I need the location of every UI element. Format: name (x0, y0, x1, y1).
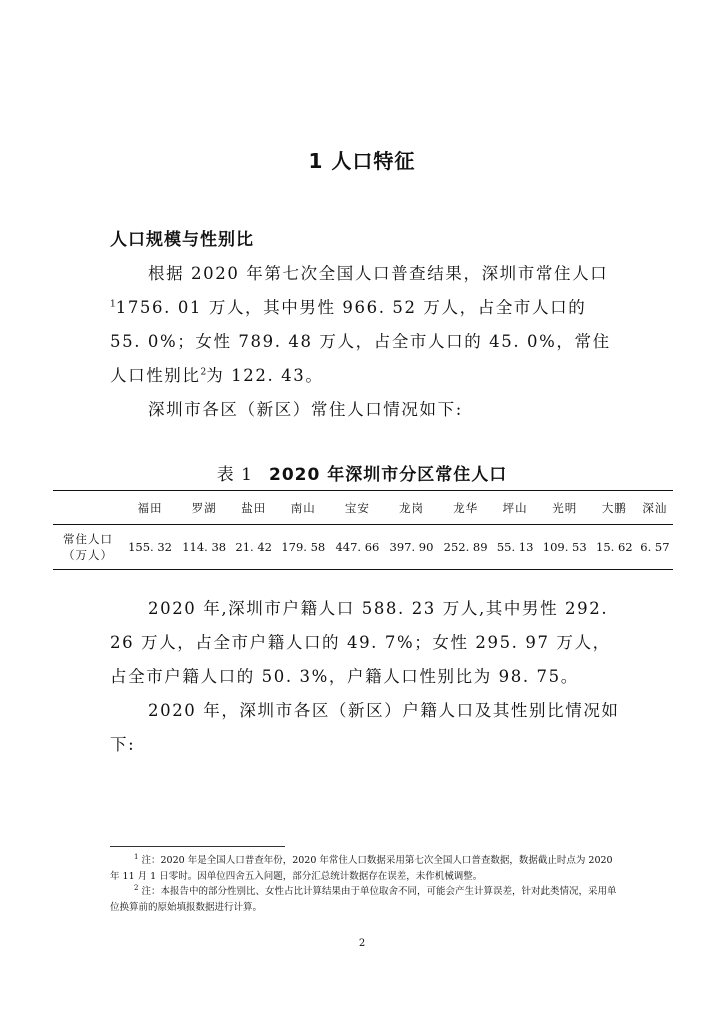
paragraph-registered-intro: 2020 年，深圳市各区（新区）户籍人口及其性别比情况如下: (110, 701, 620, 754)
table-cell: 15. 62 (592, 525, 637, 570)
footnote-mark: 1 (134, 852, 139, 861)
footnote-ref-2: 2 (200, 367, 207, 378)
table-cell: 397. 90 (384, 525, 438, 570)
table-caption-number: 表 1 (216, 465, 253, 485)
table-cell: 55. 13 (493, 525, 538, 570)
row-label-line1: 常住人口 (63, 532, 113, 546)
footnote-text: 注：2020 年是全国人口普查年份，2020 年常住人口数据采用第七次全国人口普查数据，数据截止时点为 2020 年 11 月 1 日零时。因单位四舍五入问题，部分汇总统计数据存在误差，未作机械调整。 (110, 855, 613, 882)
table-header-cell: 龙华 (439, 491, 493, 525)
paragraph-resident-population (110, 257, 620, 393)
paragraph-district-intro: 深圳市各区（新区）常住人口情况如下: (148, 400, 463, 419)
footnote-divider (110, 846, 285, 847)
table-header-cell: 南山 (276, 491, 330, 525)
table-cell: 21. 42 (231, 525, 276, 570)
para1-text-c: 为 122. 43。 (206, 366, 324, 385)
footnote-1 (110, 853, 622, 884)
row-label-line2: （万人） (63, 548, 113, 562)
table-header-cell: 大鹏 (592, 491, 637, 525)
footnote-text: 注：本报告中的部分性别比、女性占比计算结果由于单位取舍不同，可能会产生计算误差，针对此类情况，采用单位换算前的原始填报数据进行计算。 (110, 886, 617, 913)
footnote-ref-1: 1 (110, 299, 116, 310)
table-row-label (53, 525, 123, 570)
table-header-row (53, 491, 673, 525)
table-header-cell (53, 491, 123, 525)
table-cell: 109. 53 (538, 525, 592, 570)
table-header-cell: 盐田 (231, 491, 276, 525)
footnotes (110, 853, 622, 915)
section-heading: 人口规模与性别比 (110, 230, 254, 250)
table-header-cell: 光明 (538, 491, 592, 525)
page-number: 2 (358, 938, 366, 949)
table-cell: 447. 66 (330, 525, 384, 570)
table-cell: 179. 58 (276, 525, 330, 570)
district-population-table (53, 490, 673, 570)
table-cell: 114. 38 (177, 525, 231, 570)
paragraph-registered-population: 2020 年,深圳市户籍人口 588. 23 万人,其中男性 292. 26 万人，占全市户籍人口的 49. 7%；女性 295. 97 万人，占全市户籍人口的 50. 3%，户籍人口性别比为 98. 75。 (110, 599, 611, 686)
table-header-cell: 宝安 (330, 491, 384, 525)
para1-text-a: 根据 2020 年第七次全国人口普查结果，深圳市常住人口 (148, 264, 609, 283)
para1-text-b: 1756. 01 万人，其中男性 966. 52 万人，占全市人口的 55. 0%；女性 789. 48 万人，占全市人口的 45. 0%，常住人口性别比 (110, 298, 611, 385)
table-header-cell: 福田 (123, 491, 177, 525)
table-caption (0, 460, 724, 485)
table-header-cell: 坪山 (493, 491, 538, 525)
table-caption-title: 2020 年深圳市分区常住人口 (269, 465, 508, 485)
table-cell: 252. 89 (439, 525, 493, 570)
footnote-mark: 2 (134, 883, 139, 892)
table-header-cell: 深汕 (637, 491, 673, 525)
footnote-2 (110, 884, 622, 915)
table-row (53, 525, 673, 570)
page-title: 1 人口特征 (308, 149, 416, 173)
table-cell: 6. 57 (637, 525, 673, 570)
table-header-cell: 罗湖 (177, 491, 231, 525)
table-header-cell: 龙岗 (384, 491, 438, 525)
table-cell: 155. 32 (123, 525, 177, 570)
